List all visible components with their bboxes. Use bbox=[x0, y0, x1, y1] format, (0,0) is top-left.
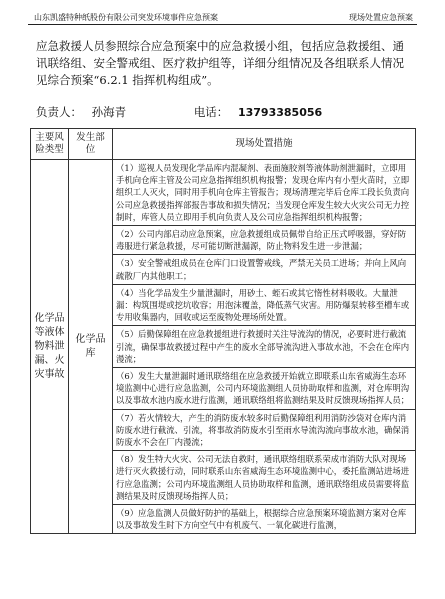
measure-item: （8）发生特大火灾、公司无法自救时，通讯联络组联系荣成市消防大队对现场进行灭火救援行动，同时联系山东省威海生态环境监测中心，委托监测站进场进行应急监测；公司内环境监测组人员协助取样和监测，通讯联络组成员需要将监测结果及时反馈现场指挥人员； bbox=[113, 451, 416, 505]
measure-item: （4）当化学品发生少量泄漏时，用砂土、蛭石或其它惰性材料吸收。大量泄漏：构筑围堤或挖坑收容；用泡沫覆盖，降低蒸气灾害。用防爆泵转移至槽车或专用收集器内，回收或运至废物处理场所处置。 bbox=[113, 284, 416, 326]
measure-item: （9）应急监测人员做好防护的基础上，根据综合应急预案环境监测方案对仓库以及事故发生时下方向空气中有机废气、一氧化碳进行监测， bbox=[113, 505, 416, 534]
page-header bbox=[28, 10, 417, 25]
measure-item: （3）安全警戒组成员在仓库门口设置警戒线，严禁无关员工进场；并向上风向疏散厂内其他职工； bbox=[113, 255, 416, 284]
table-row bbox=[31, 160, 416, 226]
measure-item: （5）后勤保障组在应急救援组进行救援时关注导流沟的情况，必要时进行截流引流，确保事故救援过程中产生的废水全部导流沟进入事故水池，不会在仓库内漫流； bbox=[113, 326, 416, 368]
table-header-row bbox=[31, 129, 416, 160]
phone-number: 13793385056 bbox=[237, 106, 323, 119]
header-location: 发生部位 bbox=[69, 129, 113, 160]
header-measures: 现场处置措施 bbox=[113, 129, 416, 160]
phone-label: 电话： bbox=[193, 105, 229, 119]
person-name: 孙海青 bbox=[91, 105, 127, 119]
measure-item: （6）发生大量泄漏时通讯联络组在应急救援开始就立即联系山东省威海生态环境监测中心进行应急监测，公司内环境监测组人员协助取样和监测，对仓库明沟以及事故水池内废水进行监测，通讯联络组将监测结果及时反馈现场指挥人员； bbox=[113, 368, 416, 410]
person-label: 负责人： bbox=[36, 105, 82, 119]
contact-line bbox=[36, 104, 328, 120]
intro-paragraph: 应急救援人员参照综合应急预案中的应急救援小组，包括应急救援组、通讯联络组、安全警戒组、医疗救护组等，详细分组情况及各组联系人情况见综合预案“6.2.1 指挥机构组成”。 bbox=[36, 39, 404, 87]
location-cell: 化学品库 bbox=[69, 160, 113, 534]
measure-item: （2）公司内部启动应急预案，应急救援组成员佩带自给正压式呼吸器，穿好防毒服进行紧急救援，尽可能切断泄漏源，防止物料发生进一步泄漏； bbox=[113, 226, 416, 255]
response-measures-table bbox=[30, 128, 416, 534]
measure-item: （1）巡视人员发现化学品库内混凝剂、表面施胶剂等液体助剂泄漏时，立即用手机向仓库主管及公司应急指挥组织机构报警；发现仓库内有小型火苗时，立即组织工人灭火，同时用手机向仓库主管报告；现场清理完毕后仓库工段长负责向公司应急救援指挥部报告事故和损失情况；当发现仓库发生较大火灾公司无力控制时，库管人员立即用手机向负责人及公司应急指挥组织机构报警； bbox=[113, 160, 416, 226]
measure-item: （7）若火情较大，产生的消防废水较多时后勤保障组利用消防沙袋对仓库内消防废水进行截流、引流，将事故消防废水引至雨水导流沟流向事故水池，确保消防废水不会在厂内漫流； bbox=[113, 409, 416, 451]
header-company-title: 山东凯盛特种纸股份有限公司突发环境事件应急预案 bbox=[34, 13, 218, 22]
risk-type-cell: 化学品等液体物料泄漏、火灾事故 bbox=[31, 160, 69, 534]
header-risk-type: 主要风险类型 bbox=[31, 129, 69, 160]
header-section-title: 现场处置应急预案 bbox=[349, 13, 413, 22]
